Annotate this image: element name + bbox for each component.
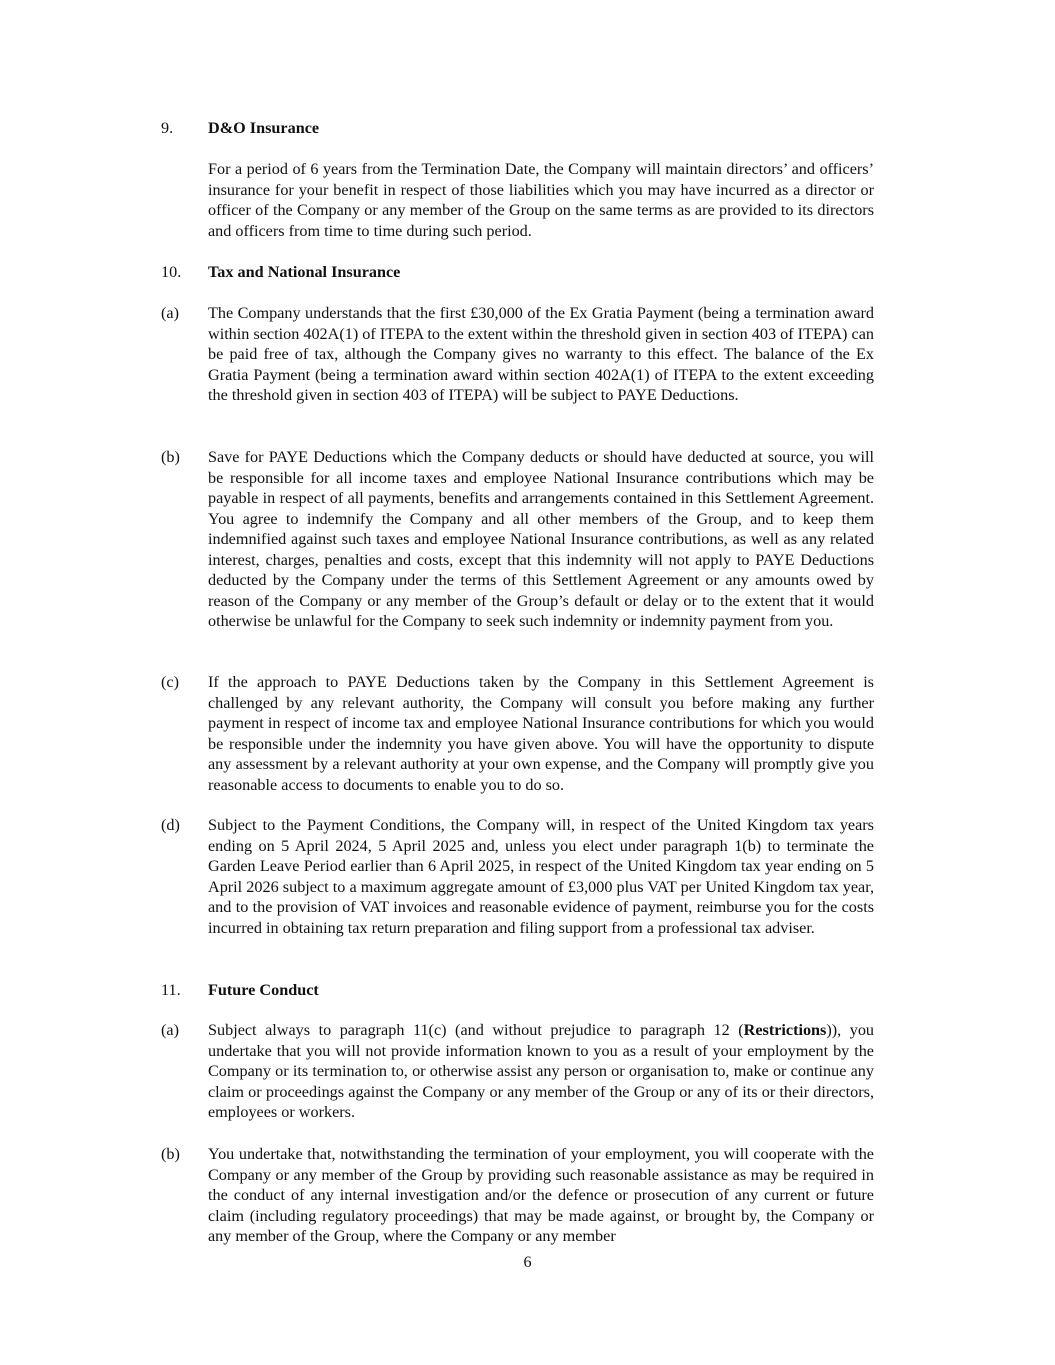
- paragraph-label: (c): [161, 673, 179, 691]
- paragraph-text: Save for PAYE Deductions which the Company deducts or should have deducted at source, you will be responsible for all income taxes and employee National Insurance contributions which may be payable in respect of all payments, benefits and arrangements contained in this Settlement Agreement. You agree to indemnify the Company and all other members of the Group, and to keep them indemnified against such taxes and employee National Insurance contributions, as well as any related interest, charges, penalties and costs, except that this indemnity will not apply to PAYE Deductions deducted by the Company under the terms of this Settlement Agreement or any amounts owed by reason of the Company or any member of the Group’s default or delay or to the extent that it would otherwise be unlawful for the Company to seek such indemnity or indemnity payment from you.: [208, 448, 874, 630]
- paragraph-text: You undertake that, notwithstanding the termination of your employment, you will cooperate with the Company or any member of the Group by providing such reasonable assistance as may be required in the conduct of any internal investigation and/or the defence or prosecution of any current or future claim (including regulatory proceedings) that may be made against, or brought by, the Company or any member of the Group, where the Company or any member: [208, 1145, 874, 1245]
- paragraph-text: Subject to the Payment Conditions, the Company will, in respect of the United Kingdom tax years ending on 5 April 2024, 5 April 2025 and, unless you elect under paragraph 1(b) to terminate the Garden Leave Period earlier than 6 April 2025, in respect of the United Kingdom tax year ending on 5 April 2026 subject to a maximum aggregate amount of £3,000 plus VAT per United Kingdom tax year, and to the provision of VAT invoices and reasonable evidence of payment, reimburse you for the costs incurred in obtaining tax return preparation and filing support from a professional tax adviser.: [208, 816, 874, 937]
- paragraph-label: (b): [161, 1145, 180, 1163]
- paragraph-text: The Company understands that the first £30,000 of the Ex Gratia Payment (being a termination award within section 402A(1) of ITEPA to the extent within the threshold given in section 403 of ITEPA) can be paid free of tax, although the Company gives no warranty to this effect. The balance of the Ex Gratia Payment (being a termination award within section 402A(1) of ITEPA to the extent exceeding the threshold given in section 403 of ITEPA) will be subject to PAYE Deductions.: [208, 304, 874, 404]
- paragraph-label: (a): [161, 1021, 179, 1039]
- page-number: 6: [523, 1253, 532, 1271]
- restrictions-term: Restrictions: [743, 1021, 827, 1039]
- section-10-paragraph-b: [161, 447, 874, 632]
- section-title: D&O Insurance: [208, 119, 320, 137]
- section-10-paragraph-c: [161, 672, 874, 795]
- section-9-body: For a period of 6 years from the Termination Date, the Company will maintain directors’ and officers’ insurance for your benefit in respect of those liabilities which you may have incurred as a director or officer of the Company or any member of the Group on the same terms as are provided to its directors and officers from time to time during such period.: [208, 160, 874, 240]
- section-10-paragraph-d: [161, 815, 874, 938]
- paragraph-text-start: Subject always to paragraph 11(c) (and without prejudice to paragraph 12 (: [208, 1021, 744, 1039]
- section-number: 11.: [161, 981, 181, 999]
- section-11-paragraph-b: [161, 1144, 874, 1247]
- paragraph-text-end: )), you undertake that you will not provide information known to you as a result of your employment by the Company or its termination to, or otherwise assist any person or organisation to, make or continue any claim or proceedings against the Company or any member of the Group or any of its or their directors, employees or workers.: [208, 1021, 875, 1121]
- paragraph-text: If the approach to PAYE Deductions taken by the Company in this Settlement Agreement is challenged by any relevant authority, the Company will consult you before making any further payment in respect of income tax and employee National Insurance contributions for which you would be responsible under the indemnity you have given above. You will have the opportunity to dispute any assessment by a relevant authority at your own expense, and the Company will promptly give you reasonable access to documents to enable you to do so.: [208, 673, 874, 794]
- section-9-heading: [161, 118, 319, 139]
- section-number: 9.: [161, 119, 174, 137]
- section-10-paragraph-a: [161, 303, 874, 406]
- section-title: Future Conduct: [208, 981, 319, 999]
- paragraph-label: (a): [161, 304, 179, 322]
- paragraph-label: (d): [161, 816, 180, 834]
- section-number: 10.: [161, 263, 182, 281]
- section-11-heading: [161, 980, 319, 1001]
- section-title: Tax and National Insurance: [208, 263, 401, 281]
- section-10-heading: [161, 262, 400, 283]
- paragraph-text: [208, 1020, 874, 1123]
- paragraph-label: (b): [161, 448, 180, 466]
- section-11-paragraph-a: [161, 1020, 874, 1123]
